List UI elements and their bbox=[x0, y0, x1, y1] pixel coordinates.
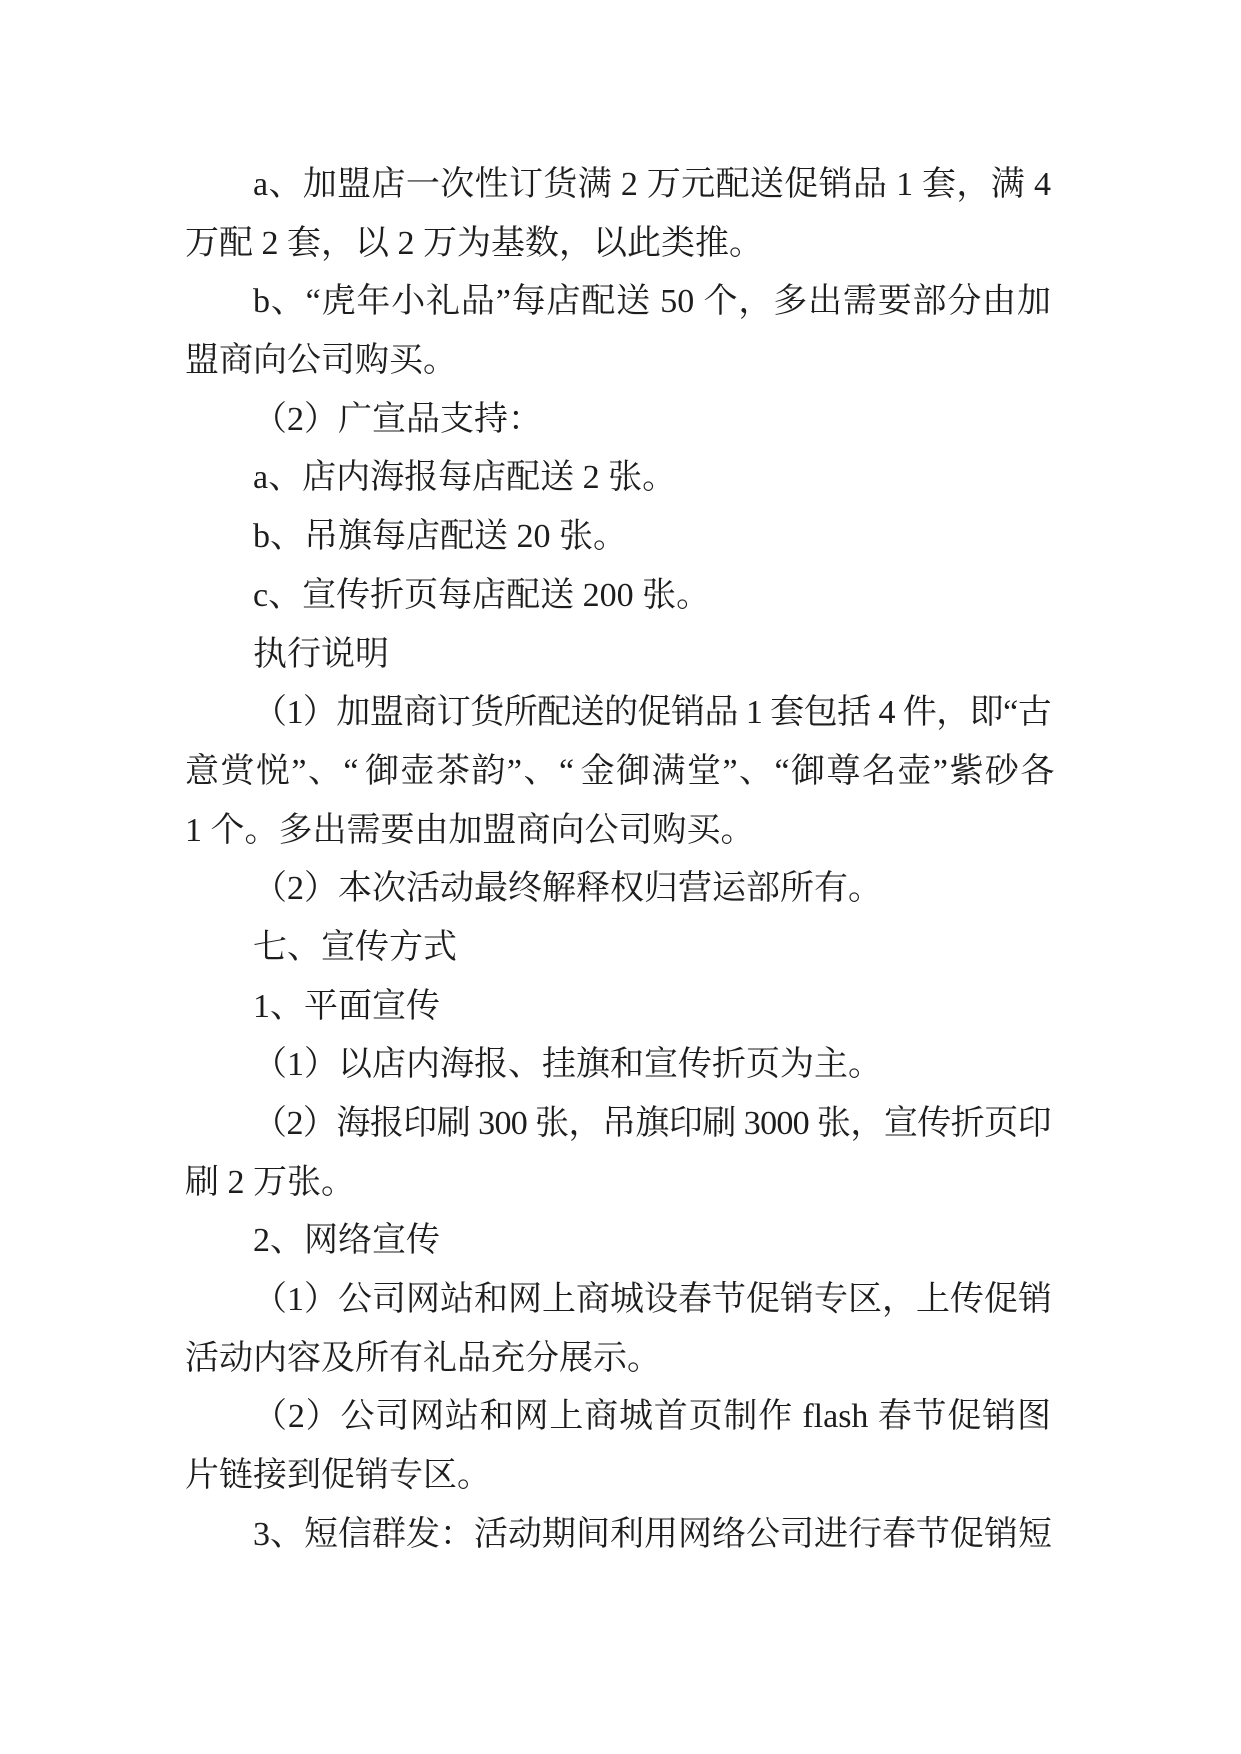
text-line: 片链接到促销专区。 bbox=[185, 1457, 491, 1495]
text-line: 七、宣传方式 bbox=[253, 928, 457, 966]
text-line: c、宣传折页每店配送 200 张。 bbox=[253, 576, 711, 614]
text-block bbox=[185, 156, 1051, 1565]
text-line: 刷 2 万张。 bbox=[185, 1163, 355, 1201]
text-line: b、“虎年小礼品”每店配送 50 个，多出需要部分由加 bbox=[253, 283, 1051, 321]
text-line: 盟商向公司购买。 bbox=[185, 342, 457, 380]
text-line: （2）本次活动最终解释权归营运部所有。 bbox=[253, 870, 882, 908]
text-line: 1 个。多出需要由加盟商向公司购买。 bbox=[185, 811, 755, 849]
text-line: （2）海报印刷 300 张，吊旗印刷 3000 张，宣传折页印 bbox=[253, 1105, 1051, 1142]
text-line: 3、短信群发：活动期间利用网络公司进行春节促销短 bbox=[253, 1515, 1052, 1553]
text-line: 万配 2 套，以 2 万为基数，以此类推。 bbox=[185, 224, 763, 262]
text-line: a、加盟店一次性订货满 2 万元配送促销品 1 套，满 4 bbox=[253, 166, 1051, 203]
text-line: 2、网络宣传 bbox=[253, 1222, 440, 1260]
text-line: 1、平面宣传 bbox=[253, 987, 440, 1025]
text-line: （1）以店内海报、挂旗和宣传折页为主。 bbox=[253, 1046, 882, 1084]
text-line: （1）加盟商订货所配送的促销品 1 套包括 4 件，即“古 bbox=[253, 694, 1051, 732]
text-line: （2）广宣品支持： bbox=[253, 400, 542, 438]
text-line: 执行说明 bbox=[253, 635, 389, 673]
text-line: 活动内容及所有礼品充分展示。 bbox=[185, 1339, 661, 1377]
text-line: （2）公司网站和网上商城首页制作 flash 春节促销图 bbox=[253, 1398, 1051, 1436]
text-line: a、店内海报每店配送 2 张。 bbox=[253, 459, 677, 497]
text-line: 意赏悦”、“ 御壶茶韵”、“ 金御满堂”、“御尊名壶”紫砂各 bbox=[185, 752, 1051, 790]
text-line: （1）公司网站和网上商城设春节促销专区，上传促销 bbox=[253, 1281, 1052, 1319]
text-line: b、吊旗每店配送 20 张。 bbox=[253, 518, 627, 556]
